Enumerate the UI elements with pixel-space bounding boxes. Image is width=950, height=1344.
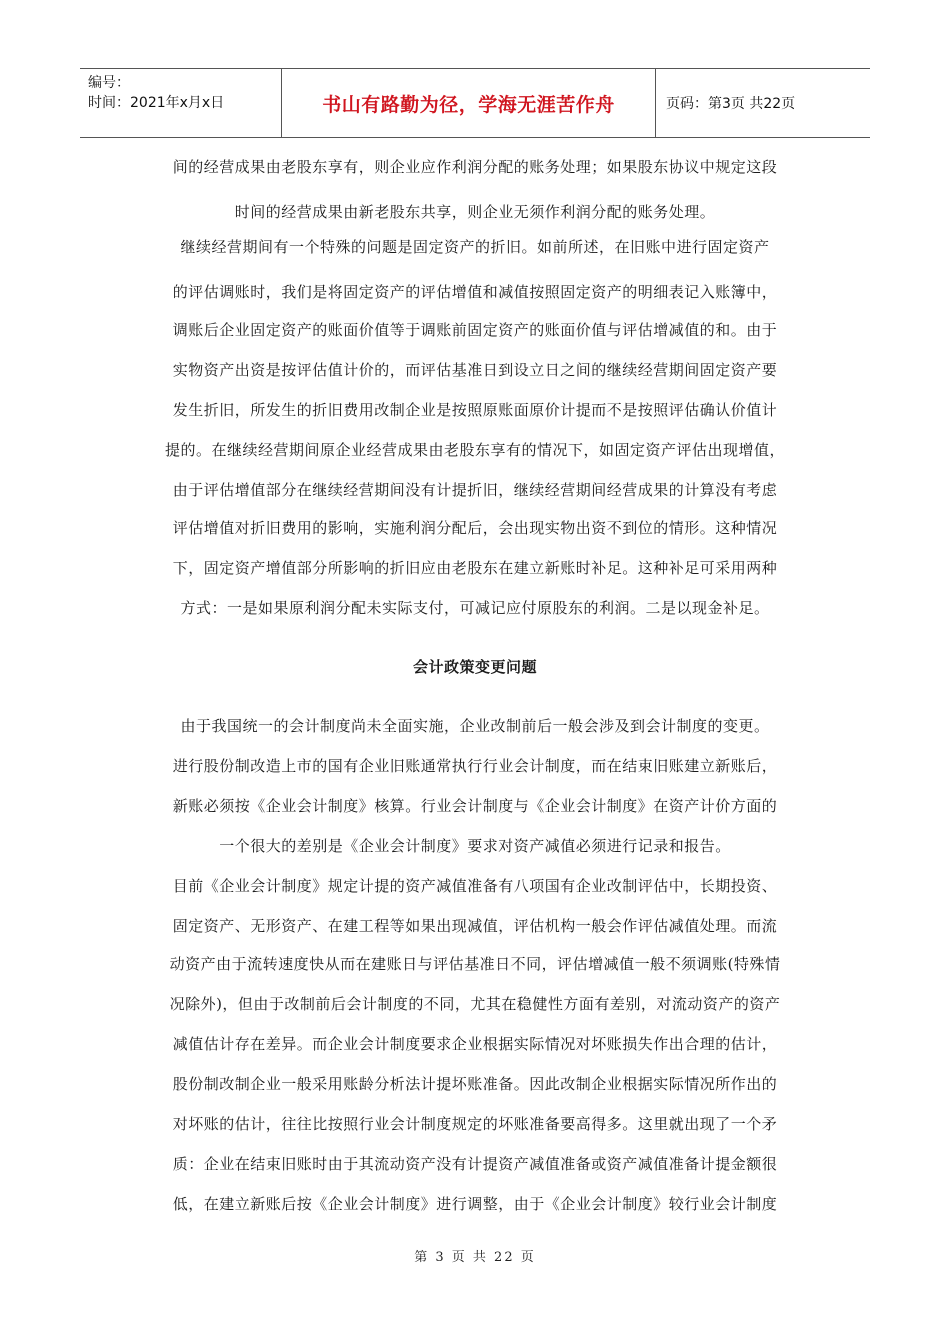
header-page-info: 页码：第3页 共22页 bbox=[666, 96, 796, 112]
body-line: 发生折旧，所发生的折旧费用改制企业是按照原账面原价计提而不是按照评估确认价值计 bbox=[172, 401, 778, 419]
section-heading: 会计政策变更问题 bbox=[412, 658, 537, 676]
document-time: 时间：2021年x月x日 bbox=[88, 95, 225, 111]
body-line: 调账后企业固定资产的账面价值等于调账前固定资产的账面价值与评估增减值的和。由于 bbox=[172, 321, 778, 339]
body-line: 继续经营期间有一个特殊的问题是固定资产的折旧。如前所述，在旧账中进行固定资产 bbox=[180, 238, 770, 256]
body-line: 对坏账的估计，往往比按照行业会计制度规定的坏账准备要高得多。这里就出现了一个矛 bbox=[172, 1115, 778, 1133]
body-line: 间的经营成果由老股东享有，则企业应作利润分配的账务处理；如果股东协议中规定这段 bbox=[172, 158, 778, 176]
header-motto: 书山有路勤为径，学海无涯苦作舟 bbox=[282, 69, 656, 137]
body-line: 动资产由于流转速度快从而在建账日与评估基准日不同，评估增减值一般不须调账(特殊情 bbox=[169, 955, 781, 973]
body-line: 实物资产出资是按评估值计价的，而评估基准日到设立日之间的继续经营期间固定资产要 bbox=[172, 361, 778, 379]
body-line: 提的。在继续经营期间原企业经营成果由老股东享有的情况下，如固定资产评估出现增值， bbox=[164, 441, 785, 459]
body-line: 况除外)，但由于改制前后会计制度的不同，尤其在稳健性方面有差别，对流动资产的资产 bbox=[169, 995, 781, 1013]
body-line: 新账必须按《企业会计制度》核算。行业会计制度与《企业会计制度》在资产计价方面的 bbox=[172, 797, 778, 815]
header-meta bbox=[80, 69, 282, 137]
body-line: 低，在建立新账后按《企业会计制度》进行调整，由于《企业会计制度》较行业会计制度 bbox=[172, 1195, 778, 1213]
page-header bbox=[80, 68, 870, 138]
page-footer: 第 3 页 共 22 页 bbox=[414, 1250, 536, 1265]
body-line: 的评估调账时，我们是将固定资产的评估增值和减值按照固定资产的明细表记入账簿中， bbox=[172, 283, 778, 301]
body-line: 方式：一是如果原利润分配未实际支付，可减记应付原股东的利润。二是以现金补足。 bbox=[180, 599, 770, 617]
body-line: 一个很大的差别是《企业会计制度》要求对资产减值必须进行记录和报告。 bbox=[219, 837, 731, 855]
body-line: 由于我国统一的会计制度尚未全面实施，企业改制前后一般会涉及到会计制度的变更。 bbox=[180, 717, 770, 735]
body-line: 进行股份制改造上市的国有企业旧账通常执行行业会计制度，而在结束旧账建立新账后， bbox=[172, 757, 778, 775]
body-line: 固定资产、无形资产、在建工程等如果出现减值，评估机构一般会作评估减值处理。而流 bbox=[172, 917, 778, 935]
body-line: 评估增值对折旧费用的影响，实施利润分配后，会出现实物出资不到位的情形。这种情况 bbox=[172, 519, 778, 537]
body-line: 减值估计存在差异。而企业会计制度要求企业根据实际情况对坏账损失作出合理的估计， bbox=[172, 1035, 778, 1053]
body-line: 下，固定资产增值部分所影响的折旧应由老股东在建立新账时补足。这种补足可采用两种 bbox=[172, 559, 778, 577]
body-line: 由于评估增值部分在继续经营期间没有计提折旧，继续经营期间经营成果的计算没有考虑 bbox=[172, 481, 778, 499]
body-line: 质：企业在结束旧账时由于其流动资产没有计提资产减值准备或资产减值准备计提金额很 bbox=[172, 1155, 778, 1173]
body-line: 时间的经营成果由新老股东共享，则企业无须作利润分配的账务处理。 bbox=[234, 203, 716, 221]
body-line: 股份制改制企业一般采用账龄分析法计提坏账准备。因此改制企业根据实际情况所作出的 bbox=[172, 1075, 778, 1093]
body-line: 目前《企业会计制度》规定计提的资产减值准备有八项国有企业改制评估中，长期投资、 bbox=[172, 877, 778, 895]
document-number-label: 编号： bbox=[88, 75, 130, 91]
